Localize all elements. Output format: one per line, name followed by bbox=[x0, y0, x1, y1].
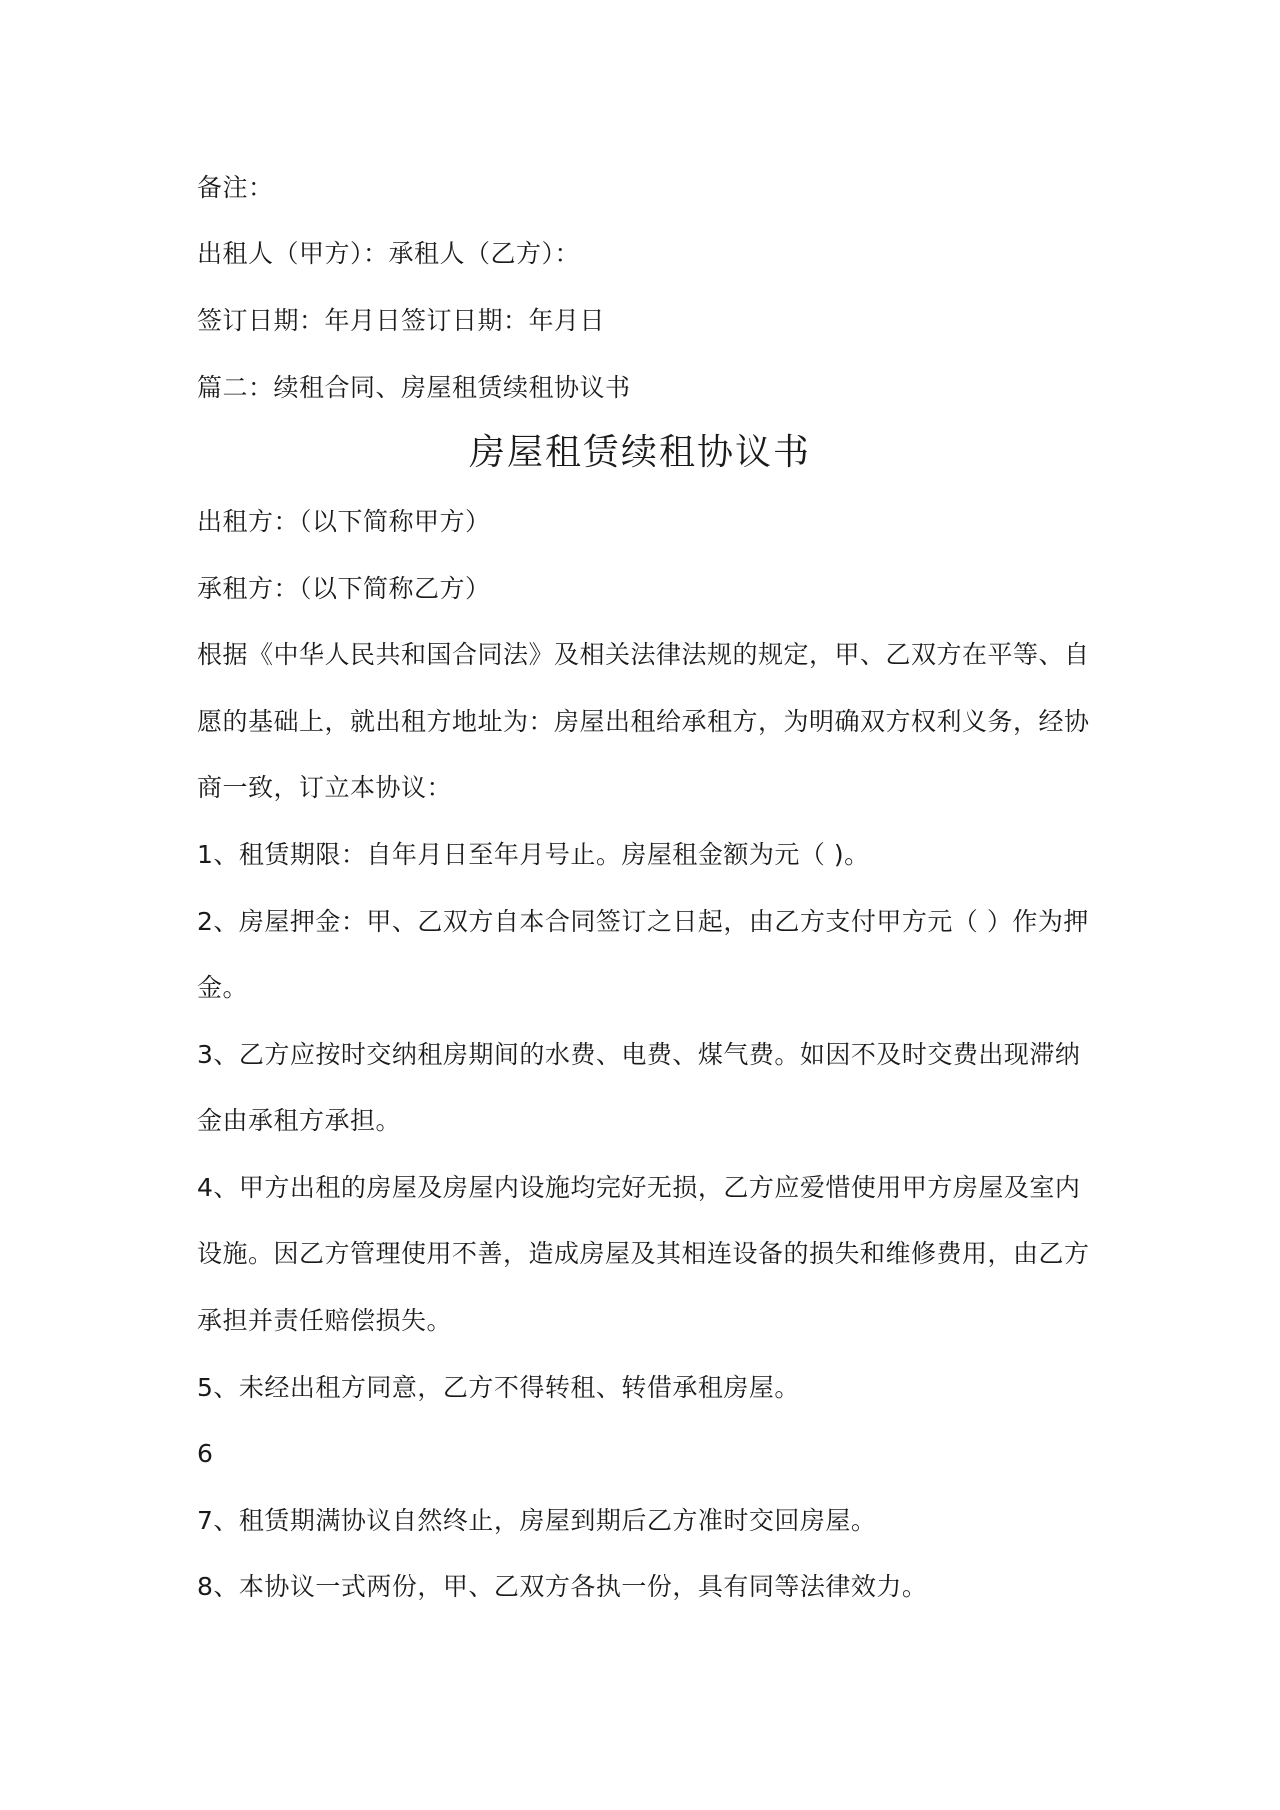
clause-4: 4、甲方出租的房屋及房屋内设施均完好无损，乙方应爱惜使用甲方房屋及室内 bbox=[197, 1173, 1081, 1202]
lessor-line: 出租方：（以下简称甲方） bbox=[197, 507, 491, 536]
clause-3: 3、乙方应按时交纳租房期间的水费、电费、煤气费。如因不及时交费出现滞纳 bbox=[197, 1040, 1081, 1069]
note-line: 备注： bbox=[197, 173, 274, 202]
intro-line: 愿的基础上，就出租方地址为：房屋出租给承租方，为明确双方权利义务，经协 bbox=[197, 707, 1090, 736]
parties-line: 出租人（甲方）：承租人（乙方）： bbox=[197, 239, 581, 268]
sign-date-line: 签订日期：年月日签订日期：年月日 bbox=[197, 306, 606, 335]
clause-3-continued: 金由承租方承担。 bbox=[197, 1106, 402, 1135]
intro-line: 根据《中华人民共和国合同法》及相关法律法规的规定，甲、乙双方在平等、自 bbox=[197, 640, 1090, 669]
clause-2: 2、房屋押金：甲、乙双方自本合同签订之日起，由乙方支付甲方元（ ）作为押 bbox=[197, 907, 1089, 936]
clause-8: 8、本协议一式两份，甲、乙双方各执一份，具有同等法律效力。 bbox=[197, 1572, 928, 1601]
lessee-line: 承租方：（以下简称乙方） bbox=[197, 574, 491, 603]
clause-1: 1、租赁期限：自年月日至年月号止。房屋租金额为元（ )。 bbox=[197, 840, 870, 869]
clause-4-continued: 承担并责任赔偿损失。 bbox=[197, 1306, 453, 1335]
clause-2-continued: 金。 bbox=[197, 973, 249, 1002]
intro-line: 商一致，订立本协议： bbox=[197, 773, 453, 802]
clause-7: 7、租赁期满协议自然终止，房屋到期后乙方准时交回房屋。 bbox=[197, 1506, 877, 1535]
page-title: 房屋租赁续租协议书 bbox=[468, 432, 811, 473]
clause-6: 6 bbox=[197, 1439, 214, 1468]
clause-4-continued: 设施。因乙方管理使用不善，造成房屋及其相连设备的损失和维修费用，由乙方 bbox=[197, 1239, 1090, 1268]
clause-5: 5、未经出租方同意，乙方不得转租、转借承租房屋。 bbox=[197, 1373, 800, 1402]
section-heading: 篇二：续租合同、房屋租赁续租协议书 bbox=[197, 373, 631, 402]
